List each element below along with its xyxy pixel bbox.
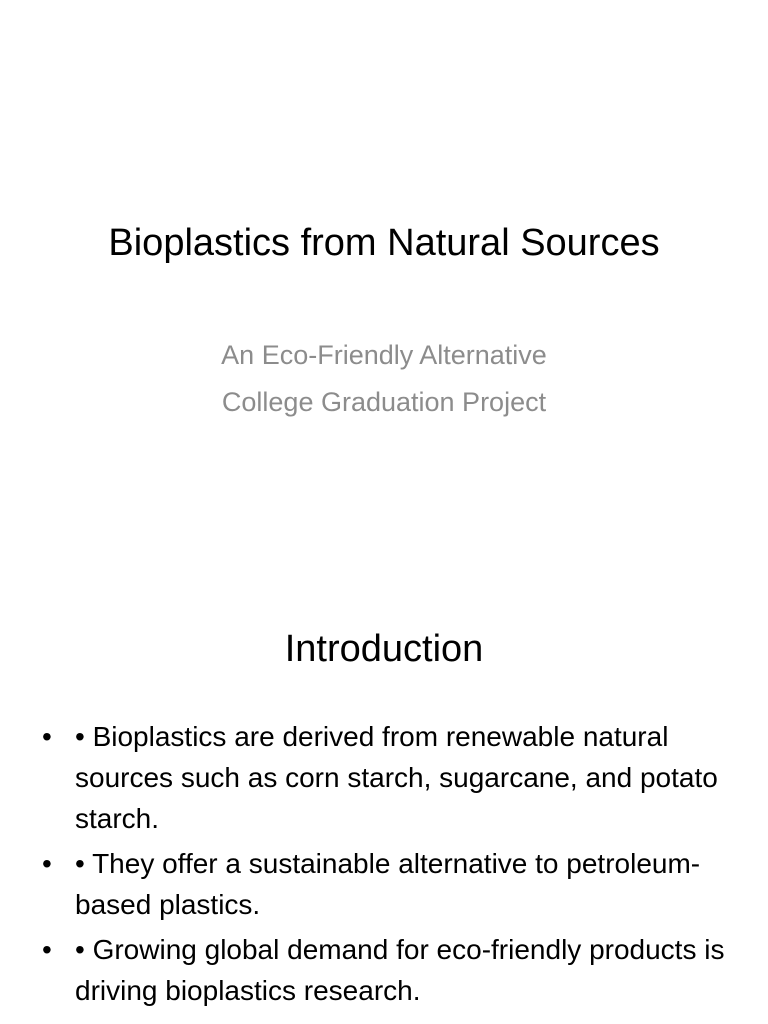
bullet-item: [40, 716, 740, 839]
bullet-marker: •: [42, 721, 52, 752]
bullet-text: • They offer a sustainable alternative to petroleum-based plastics.: [75, 848, 701, 920]
bullet-list: [40, 716, 740, 1015]
slide-subtitle: [0, 332, 768, 426]
bullet-item: [40, 929, 740, 1011]
bullet-text: • Bioplastics are derived from renewable natural sources such as corn starch, sugarcane, and potato starch.: [75, 721, 718, 834]
slide-title: Introduction: [284, 628, 484, 670]
bullet-marker: •: [42, 934, 52, 965]
subtitle-line: An Eco-Friendly Alternative: [221, 340, 547, 370]
slide-title: Bioplastics from Natural Sources: [108, 222, 660, 264]
bullet-text: • Growing global demand for eco-friendly products is driving bioplastics research.: [75, 934, 725, 1006]
bullet-item: [40, 843, 740, 925]
subtitle-line: College Graduation Project: [221, 387, 547, 417]
bullet-marker: •: [42, 848, 52, 879]
introduction-slide: [0, 576, 768, 1024]
